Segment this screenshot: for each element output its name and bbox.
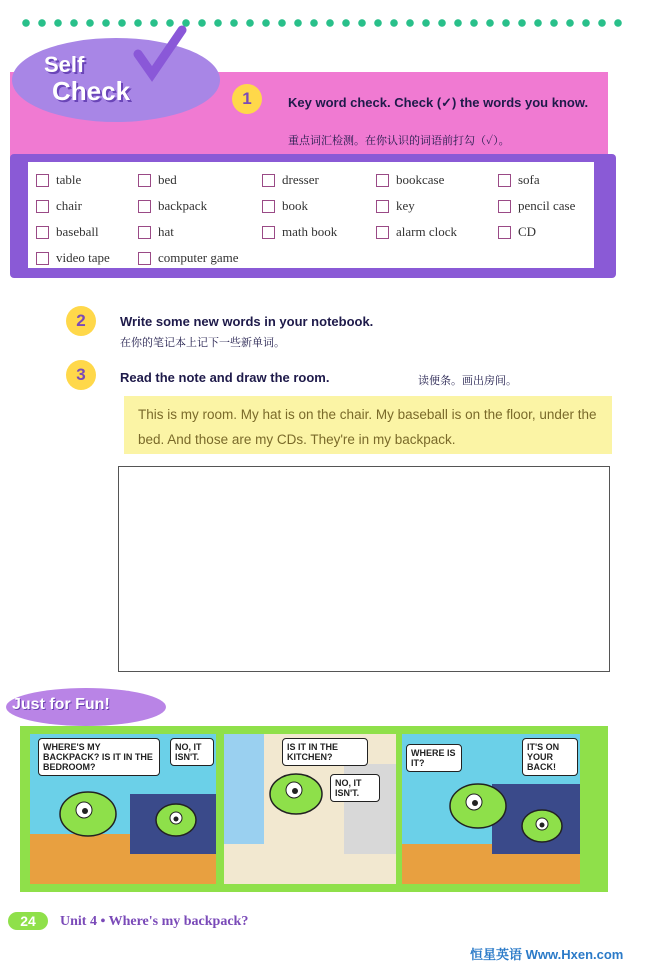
- checkbox[interactable]: [36, 252, 49, 265]
- word-item[interactable]: video tape: [36, 250, 110, 266]
- checkbox[interactable]: [36, 200, 49, 213]
- checkbox[interactable]: [138, 252, 151, 265]
- word-item[interactable]: bed: [138, 172, 177, 188]
- section1-chinese: 重点词汇检测。在你认识的词语前打勾（✓）。: [288, 135, 510, 147]
- word-item[interactable]: sofa: [498, 172, 540, 188]
- checkbox[interactable]: [138, 200, 151, 213]
- checkbox[interactable]: [498, 226, 511, 239]
- checkbox[interactable]: [376, 226, 389, 239]
- section2-instruction: Write some new words in your notebook.: [120, 314, 374, 329]
- word-item[interactable]: hat: [138, 224, 174, 240]
- word-item[interactable]: math book: [262, 224, 337, 240]
- speech-bubble: IT'S ON YOUR BACK!: [522, 738, 578, 776]
- checkbox[interactable]: [262, 200, 275, 213]
- word-item[interactable]: baseball: [36, 224, 99, 240]
- checkmark-icon: [130, 24, 190, 84]
- drawing-area[interactable]: [118, 466, 610, 672]
- word-item[interactable]: table: [36, 172, 81, 188]
- checkbox[interactable]: [498, 174, 511, 187]
- speech-bubble: WHERE IS IT?: [406, 744, 462, 772]
- note-text: This is my room. My hat is on the chair. My baseball is on the floor, under the bed. And those are my CDs. They're in my backpack.: [138, 407, 597, 447]
- self-label: Self: [44, 52, 85, 77]
- word-item[interactable]: bookcase: [376, 172, 444, 188]
- just-for-fun-title: Just for Fun!: [12, 696, 110, 713]
- speech-bubble: NO, IT ISN'T.: [170, 738, 214, 766]
- dotted-border: [18, 18, 630, 28]
- page-number: 24: [8, 912, 48, 930]
- checkbox[interactable]: [138, 226, 151, 239]
- checkbox[interactable]: [138, 174, 151, 187]
- word-item[interactable]: pencil case: [498, 198, 575, 214]
- section2-number: 2: [66, 306, 96, 336]
- checkbox[interactable]: [36, 226, 49, 239]
- comic-panel-1: [30, 734, 216, 884]
- word-item[interactable]: alarm clock: [376, 224, 457, 240]
- speech-bubble: NO, IT ISN'T.: [330, 774, 380, 802]
- word-item[interactable]: computer game: [138, 250, 239, 266]
- site-watermark: 恒星英语 Www.Hxen.com: [470, 947, 624, 962]
- word-item[interactable]: dresser: [262, 172, 319, 188]
- checkbox[interactable]: [262, 174, 275, 187]
- unit-title: Unit 4 • Where's my backpack?: [60, 914, 249, 929]
- check-label: Check: [52, 76, 131, 106]
- section1-instruction: Key word check. Check (✓) the words you know.: [288, 95, 589, 110]
- checkbox[interactable]: [498, 200, 511, 213]
- word-item[interactable]: chair: [36, 198, 82, 214]
- checkbox[interactable]: [36, 174, 49, 187]
- speech-bubble: IS IT IN THE KITCHEN?: [282, 738, 368, 766]
- section3-chinese: 读便条。画出房间。: [418, 375, 517, 387]
- checkbox[interactable]: [376, 174, 389, 187]
- word-item[interactable]: CD: [498, 224, 536, 240]
- section3-instruction: Read the note and draw the room.: [120, 370, 330, 385]
- section2-chinese: 在你的笔记本上记下一些新单词。: [120, 337, 285, 349]
- word-item[interactable]: book: [262, 198, 308, 214]
- word-item[interactable]: backpack: [138, 198, 207, 214]
- word-item[interactable]: key: [376, 198, 415, 214]
- speech-bubble: WHERE'S MY BACKPACK? IS IT IN THE BEDROOM?: [38, 738, 160, 776]
- comic-panel-3: [402, 734, 580, 884]
- comic-panel-2: [224, 734, 396, 884]
- checkbox[interactable]: [262, 226, 275, 239]
- checkbox[interactable]: [376, 200, 389, 213]
- section1-number: 1: [232, 84, 262, 114]
- section3-number: 3: [66, 360, 96, 390]
